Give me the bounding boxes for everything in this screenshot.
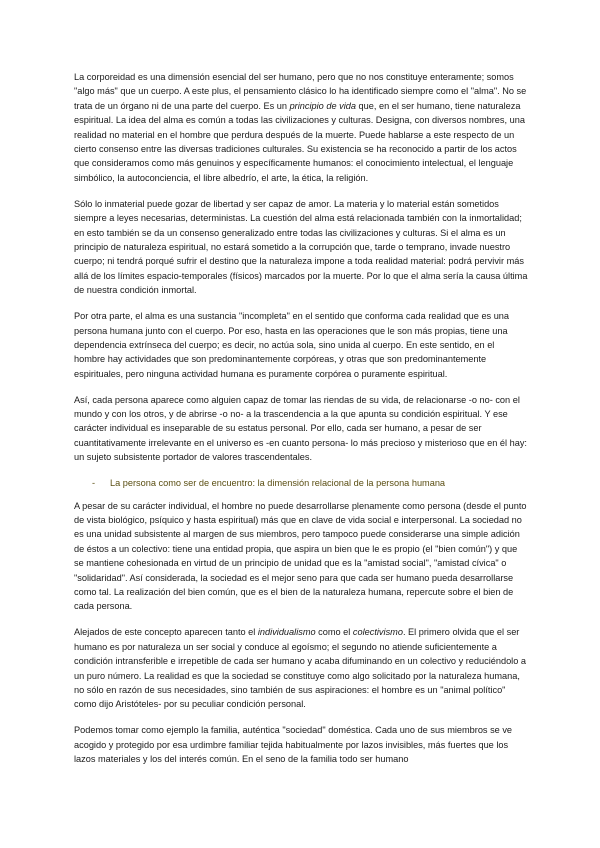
italic-term: colectivismo [352,627,403,638]
paragraph-text: Podemos tomar como ejemplo la familia, auténtica "sociedad" doméstica. Cada uno de sus miembros se ve acogido y protegido por esa urdimbre familiar tejida habitualmente por lazos invisibles, más fuertes que los lazos materiales y los del interés común. En el seno de la familia todo ser humano [74,725,513,765]
section-heading-text: La persona como ser de encuentro: la dimensión relacional de la persona humana [110,478,446,489]
paragraph-p3 [74,309,528,381]
paragraph-text: La corporeidad es una dimensión esencial del ser humano, pero que no nos constituye enteramente; somos "algo más" que un cuerpo. A este plus, el pensamiento clásico lo ha identificado siempre como el "alma". No se trata de un órgano ni de una parte del cuerpo. Es un [74,72,527,111]
paragraph-text: Alejados de este concepto aparecen tanto el [74,627,258,638]
paragraph-p7 [74,723,528,766]
paragraph-p1 [74,70,528,185]
body-text-section-2 [74,499,528,767]
paragraph-text: Sólo lo inmaterial puede gozar de libertad y ser capaz de amor. La materia y lo material están sometidos siempre a leyes necesarias, deterministas. La cuestión del alma está relacionada también con la inmortalidad; en esto también se da un consenso generalizado entre todas las civilizaciones y culturas. Si el alma es un principio de naturaleza espiritual, no estará sometido a la corrupción que, tarde o temprano, invade nuestro cuerpo; ni tendrá porqué sufrir el destino que la naturaleza impone a toda realidad material: podrá pervivir más allá de los límites espacio-temporales (físicos) marcados por la muerte. Por lo que el alma sería la causa última de nuestra condición inmortal. [74,198,528,296]
italic-term: principio de vida [289,100,356,111]
paragraph-p2 [74,197,528,298]
paragraph-p6 [74,625,528,711]
paragraph-p4 [74,393,528,465]
section-heading [92,476,528,490]
paragraph-text: como el [315,627,353,638]
list-dash: - [92,478,96,489]
paragraph-p5 [74,499,528,614]
paragraph-text: A pesar de su carácter individual, el hombre no puede desarrollarse plenamente como persona (desde el punto de vista biológico, psíquico y hasta espiritual) más que en clave de vida social e interpersonal. La sociedad no es una unidad subsistente al margen de sus miembros, pero tampoco puede considerarse una simple adición de éstos a un colectivo: tiene una entidad propia, que aspira un bien que le es propio (el "bien común") y que se mantiene cohesionada en virtud de un principio de unidad que es la "amistad social", "amistad cívica" o "solidaridad". Así considerada, la sociedad es el mejor seno para que cada ser humano pueda desarrollarse como tal. La realización del bien común, que es el bien de la naturaleza humana, repercute sobre el bien de cada persona. [74,500,527,612]
paragraph-text: . El primero olvida que el ser humano es por naturaleza un ser social y conduce al egoísmo; el segundo no atiende suficientemente a condición intransferible e irrepetible de cada ser humano y acaba difuminando en un colectivo y reduciéndolo a un puro número. La realidad es que la sociedad se constituye como algo solicitado por la naturaleza humana, no sólo en razón de sus necesidades, sino también de sus aspiraciones: el hombre es un "animal político" como dijo Aristóteles- por su peculiar condición personal. [74,627,526,710]
italic-term: individualismo [257,627,316,638]
paragraph-text: que, en el ser humano, tiene naturaleza espiritual. La idea del alma es común a todas las civilizaciones y culturas. Designa, con diversos nombres, una realidad no material en el hombre que perdura después de la muerte. Puede hablarse a este respecto de un cierto consenso entre las diversas tradiciones culturales. Su existencia se ha reconocido a partir de los actos que consideramos como más genuinos y específicamente humanos: el conocimiento intelectual, el lenguaje simbólico, la autoconciencia, el libre albedrío, el arte, la ética, la religión. [74,100,525,183]
body-text-section-1 [74,70,528,465]
paragraph-text: Así, cada persona aparece como alguien capaz de tomar las riendas de su vida, de relacionarse -o no- con el mundo y con los otros, y de abrirse -o no- a la trascendencia a la que apunta su condición espiritual. Y ese carácter individual es inseparable de su estatus personal. Por ello, cada ser humano, a pesar de ser cuantitativamente irrelevante en el universo es -en cuanto persona- lo más precioso y misterioso que en él hay: un sujeto subsistente portador de valores trascendentales. [74,394,527,463]
paragraph-text: Por otra parte, el alma es una sustancia "incompleta" en el sentido que conforma cada realidad que es una persona humana junto con el cuerpo. Por eso, hasta en las operaciones que le son más propias, tiene una dependencia extrínseca del cuerpo; es decir, no actúa sola, sino unida al cuerpo. En este sentido, en el hombre hay actividades que son predominantemente corpóreas, y otras que son predominantemente espirituales, pero ninguna actividad humana es puramente corpórea o puramente espiritual. [74,311,510,379]
